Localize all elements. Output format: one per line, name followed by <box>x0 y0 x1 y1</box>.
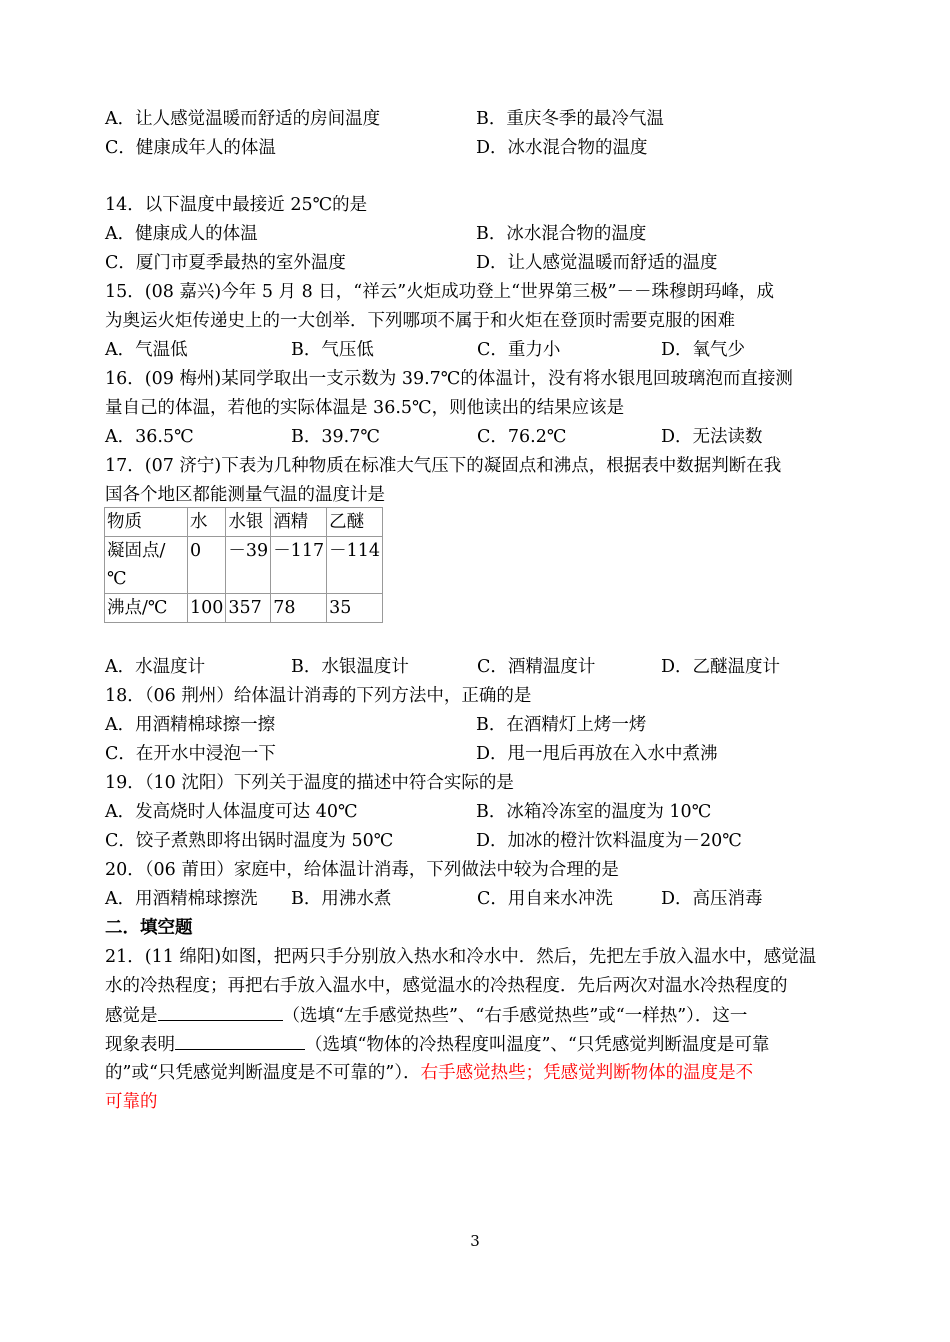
table-header-cell: 物质 <box>105 508 188 537</box>
q20-option-a: A．用酒精棉球擦洗 <box>105 889 258 909</box>
q17-option-c: C．酒精温度计 <box>477 657 596 677</box>
table-row-label: 沸点/℃ <box>105 594 188 623</box>
table-cell: 0 <box>188 537 226 594</box>
table-cell: 357 <box>226 594 271 623</box>
q14-option-a: A．健康成人的体温 <box>105 224 258 244</box>
q17-stem-line1: 17．(07 济宁)下表为几种物质在标准大气压下的凝固点和沸点，根据表中数据判断在我 <box>105 456 782 476</box>
table-cell: －39 <box>226 537 271 594</box>
q16-option-b: B．39.7℃ <box>291 427 380 447</box>
q15-stem-line2: 为奥运火炬传递史上的一大创举．下列哪项不属于和火炬在登顶时需要克服的困难 <box>105 311 735 331</box>
q15-option-c: C．重力小 <box>477 340 561 360</box>
q18-stem: 18．（06 荆州）给体温计消毒的下列方法中，正确的是 <box>105 686 532 706</box>
substance-properties-table <box>104 507 383 623</box>
section-title-fill-in: 二．填空题 <box>105 918 193 938</box>
table-row <box>105 594 383 623</box>
q16-option-d: D．无法读数 <box>661 427 763 447</box>
q17-stem-line2: 国各个地区都能测量气温的温度计是 <box>105 485 385 505</box>
q21-line3 <box>105 1004 747 1027</box>
q19-option-b: B．冰箱冷冻室的温度为 10℃ <box>476 802 712 822</box>
q21-line4-suffix: （选填“物体的冷热程度叫温度”、“只凭感觉判断温度是可靠 <box>305 1035 770 1055</box>
table-header-cell: 乙醚 <box>327 508 383 537</box>
q17-option-d: D．乙醚温度计 <box>661 657 781 677</box>
table-cell: 35 <box>327 594 383 623</box>
table-header-cell: 酒精 <box>271 508 327 537</box>
q21-line2: 水的冷热程度；再把右手放入温水中，感觉温水的冷热程度．先后两次对温水冷热程度的 <box>105 976 788 996</box>
q17-option-a: A．水温度计 <box>105 657 206 677</box>
q15-stem-line1: 15．(08 嘉兴)今年 5 月 8 日，“祥云”火炬成功登上“世界第三极”－－珠穆朗玛峰，成 <box>105 282 775 302</box>
q18-option-b: B．在酒精灯上烤一烤 <box>476 715 647 735</box>
q21-answer-blank-1[interactable] <box>158 1004 283 1021</box>
q21-line3-prefix: 感觉是 <box>105 1006 158 1026</box>
table-cell: －117 <box>271 537 327 594</box>
q18-option-c: C．在开水中浸泡一下 <box>105 744 276 764</box>
q18-option-d: D．甩一甩后再放在入水中煮沸 <box>476 744 718 764</box>
q21-line3-suffix: （选填“左手感觉热些”、“右手感觉热些”或“一样热”）．这一 <box>282 1006 748 1026</box>
q17-option-b: B．水银温度计 <box>291 657 409 677</box>
table-header-row <box>105 508 383 537</box>
q20-option-b: B．用沸水煮 <box>291 889 392 909</box>
q21-line4-prefix: 现象表明 <box>105 1035 175 1055</box>
table-header-cell: 水 <box>188 508 226 537</box>
q13-option-a: A．让人感觉温暖而舒适的房间温度 <box>105 109 381 129</box>
q21-answer-blank-2[interactable] <box>175 1033 305 1050</box>
q21-line1: 21．(11 绵阳)如图，把两只手分别放入热水和冷水中．然后，先把左手放入温水中，感觉温 <box>105 947 817 967</box>
q16-stem-line1: 16．(09 梅州)某同学取出一支示数为 39.7℃的体温计，没有将水银甩回玻璃泡而直接测 <box>105 369 793 389</box>
q15-option-d: D．氧气少 <box>661 340 746 360</box>
table-row-label <box>105 537 188 594</box>
q21-answer-continued: 可靠的 <box>105 1092 158 1112</box>
table-row <box>105 537 383 594</box>
q14-stem: 14．以下温度中最接近 25℃的是 <box>105 195 368 215</box>
table-header-cell: 水银 <box>226 508 271 537</box>
q16-stem-line2: 量自己的体温，若他的实际体温是 36.5℃，则他读出的结果应该是 <box>105 398 625 418</box>
q13-option-b: B．重庆冬季的最冷气温 <box>476 109 664 129</box>
q14-option-c: C．厦门市夏季最热的室外温度 <box>105 253 346 273</box>
q20-option-c: C．用自来水冲洗 <box>477 889 613 909</box>
q19-option-d: D．加冰的橙汁饮料温度为－20℃ <box>476 831 742 851</box>
q14-option-d: D．让人感觉温暖而舒适的温度 <box>476 253 718 273</box>
q20-option-d: D．高压消毒 <box>661 889 763 909</box>
table-row-label-part: 凝固点/ <box>107 541 166 561</box>
q21-line5 <box>105 1062 753 1084</box>
table-row-label-part: ℃ <box>107 569 127 589</box>
q13-option-d: D．冰水混合物的温度 <box>476 138 648 158</box>
q19-stem: 19．（10 沈阳）下列关于温度的描述中符合实际的是 <box>105 773 514 793</box>
q13-option-c: C．健康成年人的体温 <box>105 138 276 158</box>
q18-option-a: A．用酒精棉球擦一擦 <box>105 715 276 735</box>
q14-option-b: B．冰水混合物的温度 <box>476 224 647 244</box>
table-cell: 100 <box>188 594 226 623</box>
q19-option-c: C．饺子煮熟即将出锅时温度为 50℃ <box>105 831 394 851</box>
q19-option-a: A．发高烧时人体温度可达 40℃ <box>105 802 358 822</box>
table-cell: －114 <box>327 537 383 594</box>
q21-line5-text: 的”或“只凭感觉判断温度是不可靠的”）． <box>105 1063 421 1083</box>
q21-line4 <box>105 1033 769 1056</box>
table-cell: 78 <box>271 594 327 623</box>
q15-option-b: B．气压低 <box>291 340 374 360</box>
q15-option-a: A．气温低 <box>105 340 188 360</box>
q21-answer-text: 右手感觉热些；凭感觉判断物体的温度是不 <box>420 1063 754 1083</box>
q20-stem: 20．（06 莆田）家庭中，给体温计消毒，下列做法中较为合理的是 <box>105 860 619 880</box>
page-number: 3 <box>470 1232 480 1250</box>
q16-option-a: A．36.5℃ <box>105 427 194 447</box>
q16-option-c: C．76.2℃ <box>477 427 567 447</box>
